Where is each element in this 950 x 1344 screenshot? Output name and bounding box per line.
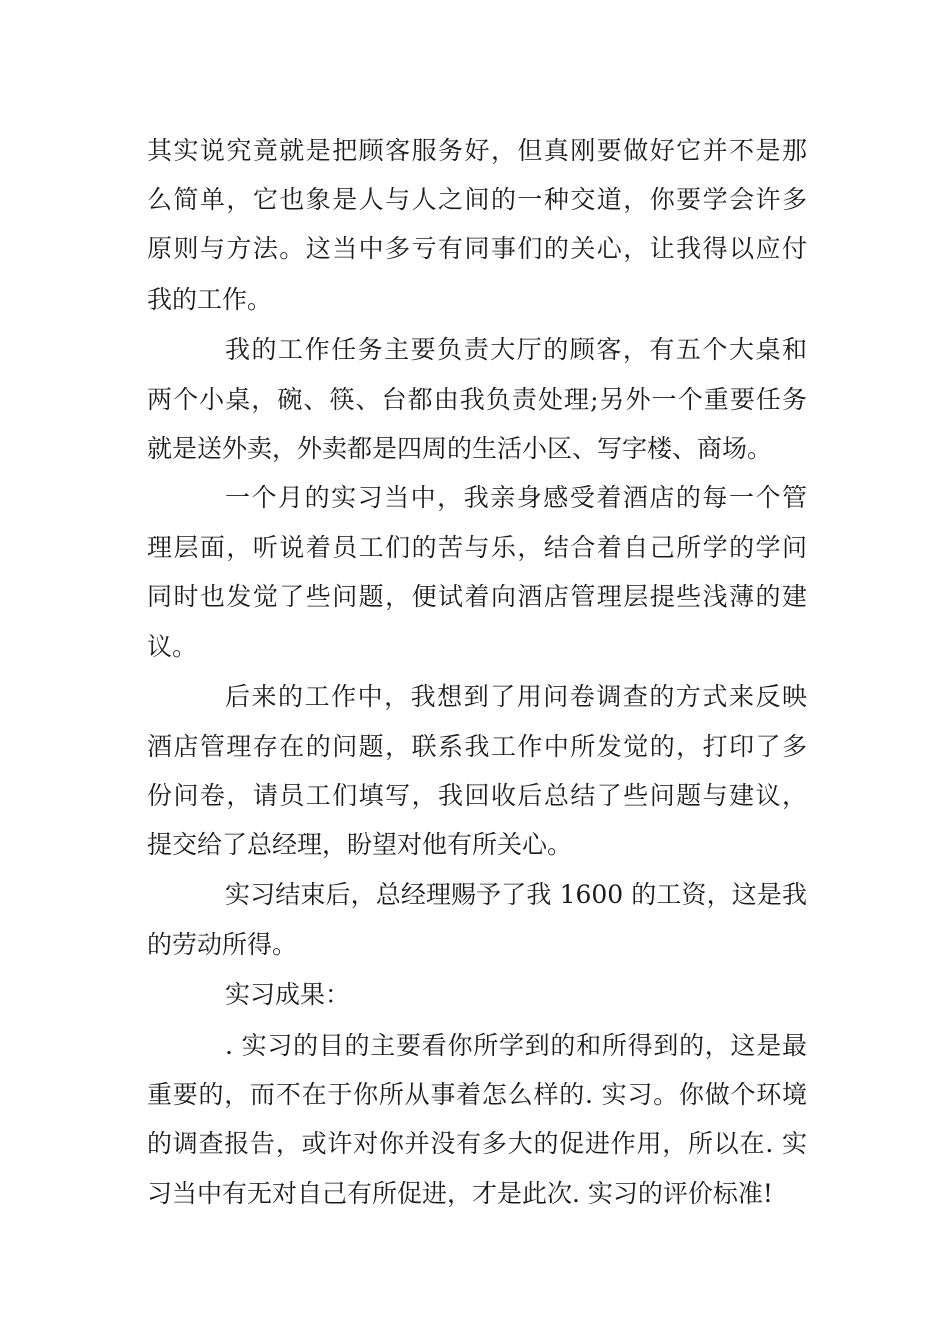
paragraph-first-line: 后来的工作中，我想到了用问卷调查的方式来反映 bbox=[225, 682, 807, 711]
text-line: 议。 bbox=[147, 632, 198, 661]
text-line: 酒店管理存在的问题，联系我工作中所发觉的，打印了多 bbox=[147, 732, 807, 761]
text-line: 提交给了总经理，盼望对他有所关心。 bbox=[147, 830, 573, 859]
text-line: 份问卷，请员工们填写，我回收后总结了些问题与建议， bbox=[147, 781, 807, 810]
text-line: 我的工作。 bbox=[147, 285, 273, 314]
text-line: 理层面，听说着员工们的苦与乐，结合着自己所学的学问 bbox=[147, 533, 807, 562]
text-line: 的调查报告，或许对你并没有多大的促进作用，所以在. 实 bbox=[147, 1129, 807, 1158]
section-heading: 实习成果： bbox=[225, 980, 351, 1009]
paragraph-first-line: . 实习的目的主要看你所学到的和所得到的，这是最 bbox=[225, 1031, 807, 1060]
text-line: 重要的，而不在于你所从事着怎么样的. 实习。你做个环境 bbox=[147, 1080, 807, 1109]
text-line: 的劳动所得。 bbox=[147, 930, 298, 959]
text-line: 习当中有无对自己有所促进，才是此次. 实习的评价标准! bbox=[147, 1179, 773, 1208]
text-line: 么简单，它也象是人与人之间的一种交道，你要学会许多 bbox=[147, 185, 807, 214]
paragraph-first-line: 一个月的实习当中，我亲身感受着酒店的每一个管 bbox=[225, 483, 807, 512]
paragraph-first-line: 实习结束后，总经理赐予了我 1600 的工资，这是我 bbox=[225, 880, 807, 909]
text-line: 其实说究竟就是把顾客服务好，但真刚要做好它并不是那 bbox=[147, 136, 807, 165]
text-line: 原则与方法。这当中多亏有同事们的关心，让我得以应付 bbox=[147, 234, 807, 263]
text-line: 两个小桌，碗、筷、台都由我负责处理;另外一个重要任务 bbox=[147, 385, 807, 414]
text-line: 同时也发觉了些问题，便试着向酒店管理层提些浅薄的建 bbox=[147, 582, 807, 611]
paragraph-first-line: 我的工作任务主要负责大厅的顾客，有五个大桌和 bbox=[225, 335, 807, 364]
text-line: 就是送外卖，外卖都是四周的生活小区、写字楼、商场。 bbox=[147, 434, 773, 463]
